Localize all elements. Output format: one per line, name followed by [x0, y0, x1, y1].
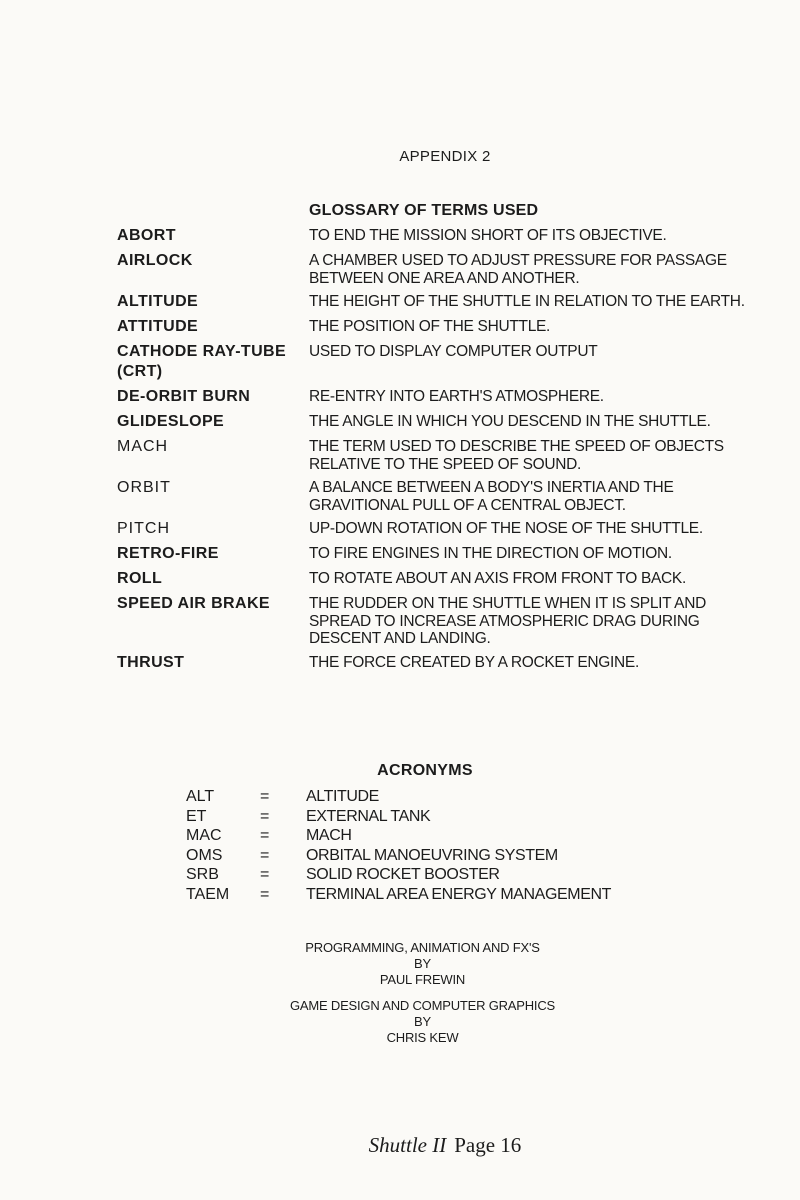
glossary-definition: RE-ENTRY INTO EARTH'S ATMOSPHERE.: [309, 388, 604, 405]
glossary-term: AIRLOCK: [117, 252, 193, 269]
acronym-expansion: ALTITUDE: [306, 788, 379, 805]
glossary-term: THRUST: [117, 653, 185, 671]
glossary-entry: [117, 387, 757, 407]
glossary-term: GLIDESLOPE: [117, 413, 225, 430]
glossary-entry: [117, 317, 757, 337]
acronym-expansion: EXTERNAL TANK: [306, 807, 431, 825]
acronym-row: [186, 865, 611, 885]
credits: [0, 940, 800, 1046]
glossary-term: RETRO-FIRE: [117, 545, 219, 562]
acronym-abbr: OMS: [186, 846, 223, 864]
glossary-term: ALTITUDE: [117, 293, 199, 310]
glossary-definition: THE FORCE CREATED BY A ROCKET ENGINE.: [309, 653, 639, 671]
credit-role: GAME DESIGN AND COMPUTER GRAPHICS: [290, 998, 555, 1013]
acronyms-title: ACRONYMS: [377, 762, 473, 779]
glossary-entry: [117, 437, 757, 473]
glossary-term: CATHODE RAY-TUBE (CRT): [117, 343, 287, 380]
glossary-entry: [117, 292, 757, 312]
acronym-expansion: MACH: [306, 827, 352, 844]
glossary-term: MACH: [117, 438, 169, 455]
glossary-definition: TO END THE MISSION SHORT OF ITS OBJECTIVE.: [309, 227, 667, 244]
glossary-definition: A CHAMBER USED TO ADJUST PRESSURE FOR PASSAGE BETWEEN ONE AREA AND ANOTHER.: [309, 252, 727, 287]
glossary-entry: [117, 594, 757, 648]
glossary-definition: THE ANGLE IN WHICH YOU DESCEND IN THE SHUTTLE.: [309, 413, 711, 430]
equals-sign: =: [260, 866, 270, 883]
glossary-entry: [117, 519, 757, 539]
acronym-abbr: SRB: [186, 866, 219, 883]
manual-title: Shuttle II: [368, 1133, 447, 1157]
acronym-list: [186, 787, 611, 904]
credit-role: PROGRAMMING, ANIMATION AND FX'S: [305, 940, 540, 955]
credit-name: PAUL FREWIN: [379, 972, 466, 987]
credit-by: BY: [414, 1014, 431, 1029]
equals-sign: =: [260, 788, 270, 805]
equals-sign: =: [260, 846, 270, 864]
glossary-term: ABORT: [117, 227, 176, 244]
glossary-entry: [117, 226, 757, 246]
glossary-entry: [117, 342, 757, 382]
acronym-abbr: ET: [186, 807, 207, 825]
glossary-definition: A BALANCE BETWEEN A BODY'S INERTIA AND THE GRAVITIONAL PULL OF A CENTRAL OBJECT.: [309, 479, 674, 514]
glossary-definition: THE POSITION OF THE SHUTTLE.: [309, 318, 551, 335]
glossary-definition: TO ROTATE ABOUT AN AXIS FROM FRONT TO BACK.: [309, 570, 686, 587]
glossary-entry: [117, 478, 757, 514]
equals-sign: =: [260, 885, 270, 903]
glossary-definition: THE RUDDER ON THE SHUTTLE WHEN IT IS SPLIT AND SPREAD TO INCREASE ATMOSPHERIC DRAG DURING DESCENT AND LANDING.: [309, 595, 707, 647]
credit-by: BY: [414, 956, 431, 971]
glossary-term: PITCH: [117, 520, 170, 537]
acronym-row: [186, 807, 611, 827]
glossary-definition: THE HEIGHT OF THE SHUTTLE IN RELATION TO THE EARTH.: [309, 293, 745, 310]
glossary-definition: USED TO DISPLAY COMPUTER OUTPUT: [309, 343, 598, 360]
glossary-list: [117, 226, 757, 678]
glossary-entry: [117, 412, 757, 432]
glossary-term: ATTITUDE: [117, 318, 199, 335]
equals-sign: =: [260, 807, 270, 825]
glossary-definition: THE TERM USED TO DESCRIBE THE SPEED OF OBJECTS RELATIVE TO THE SPEED OF SOUND.: [309, 438, 724, 473]
acronym-row: [186, 787, 611, 807]
glossary-term: DE-ORBIT BURN: [117, 388, 251, 405]
glossary-term: ORBIT: [117, 479, 171, 496]
acronym-abbr: MAC: [186, 827, 222, 844]
glossary-definition: TO FIRE ENGINES IN THE DIRECTION OF MOTION.: [309, 545, 672, 562]
acronym-abbr: TAEM: [186, 885, 230, 903]
glossary-entry: [117, 251, 757, 287]
glossary-definition: UP-DOWN ROTATION OF THE NOSE OF THE SHUTTLE.: [309, 520, 703, 537]
credit-name: CHRIS KEW: [386, 1030, 459, 1045]
glossary-entry: [117, 653, 757, 673]
acronym-abbr: ALT: [186, 788, 215, 805]
appendix-heading: APPENDIX 2: [399, 148, 491, 165]
acronym-row: [186, 885, 611, 905]
glossary-term: SPEED AIR BRAKE: [117, 595, 270, 612]
acronym-expansion: TERMINAL AREA ENERGY MANAGEMENT: [306, 885, 611, 903]
acronym-row: [186, 826, 611, 846]
page-number: Page 16: [454, 1133, 522, 1157]
acronym-expansion: ORBITAL MANOEUVRING SYSTEM: [306, 846, 558, 864]
glossary-title: GLOSSARY OF TERMS USED: [309, 202, 539, 219]
page-footer: [0, 1133, 800, 1158]
acronym-row: [186, 846, 611, 866]
glossary-term: ROLL: [117, 570, 163, 587]
glossary-entry: [117, 544, 757, 564]
acronym-expansion: SOLID ROCKET BOOSTER: [306, 866, 500, 883]
glossary-entry: [117, 569, 757, 589]
equals-sign: =: [260, 827, 270, 844]
